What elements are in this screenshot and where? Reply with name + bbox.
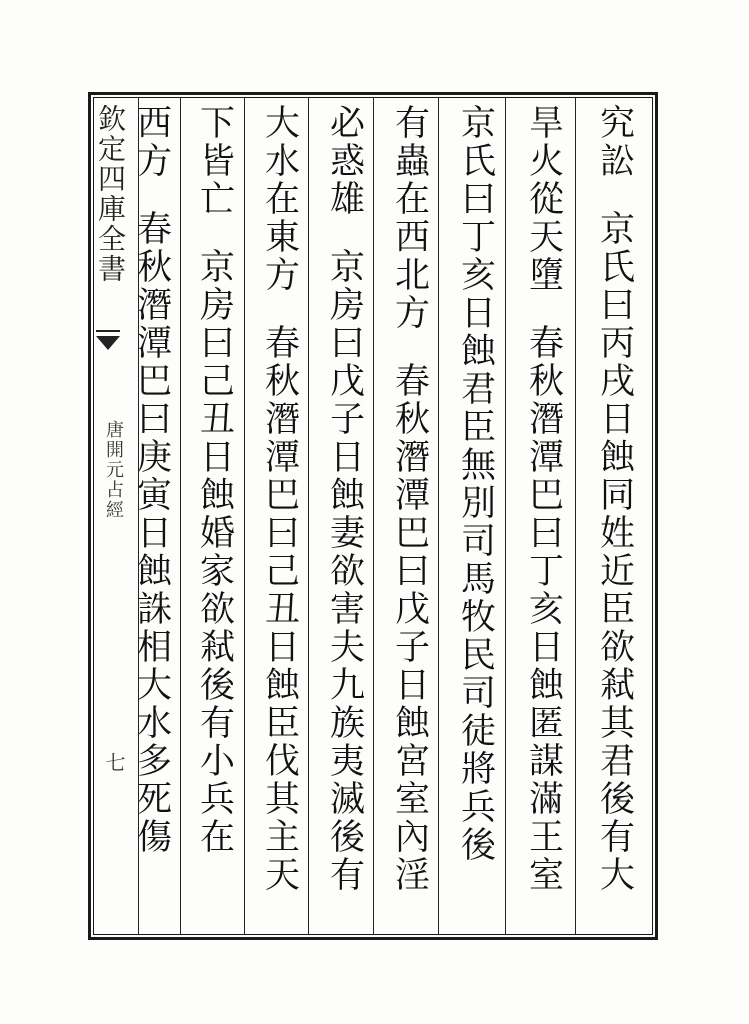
column-divider	[308, 97, 309, 935]
column-divider	[373, 97, 374, 935]
column-text: 京房曰己丑日蝕婚家欲弒後有小兵在	[194, 248, 235, 856]
fishtail-ornament	[96, 330, 120, 362]
column-text: 春秋潛潭巴曰戊子日蝕宮室內淫	[389, 362, 430, 894]
book-header: 欽定四庫全書	[94, 104, 127, 284]
column-text: 旱火從天墮	[523, 104, 564, 294]
column-text: 必惑雄	[324, 104, 365, 218]
text-column-1	[585, 104, 643, 924]
column-text: 春秋潛潭巴曰己丑日蝕臣伐其主天	[259, 324, 300, 894]
page-number: 七	[102, 752, 126, 772]
column-text: 春秋潛潭巴曰丁亥日蝕匿謀滿王室	[523, 324, 564, 894]
text-column-7	[185, 104, 243, 924]
column-divider	[505, 97, 506, 935]
text-column-4	[380, 104, 438, 924]
column-text: 京房曰戊子日蝕妻欲害夫九族夷滅後有	[324, 248, 365, 894]
column-text: 有蟲在西北方	[389, 104, 430, 332]
column-text: 大水在東方	[259, 104, 300, 294]
column-divider	[244, 97, 245, 935]
column-text: 下皆亡	[194, 104, 235, 218]
text-column-5	[315, 104, 373, 924]
column-text: 京氏曰丁亥日蝕君臣無別司馬牧民司徒將兵後	[455, 104, 496, 864]
book-title: 唐開元占經	[103, 420, 124, 520]
column-divider	[438, 97, 439, 935]
column-text: 西方	[131, 104, 172, 180]
text-column-8	[122, 104, 180, 924]
column-text: 春秋潛潭巴曰庚寅日蝕誅相大水多死傷	[131, 210, 172, 856]
column-divider	[180, 97, 181, 935]
column-text: 京氏曰丙戌日蝕同姓近臣欲弒其君後有大	[594, 210, 635, 894]
column-divider	[575, 97, 576, 935]
column-text: 究訟	[594, 104, 635, 180]
text-column-6	[250, 104, 308, 924]
text-column-2	[514, 104, 572, 924]
text-column-3	[446, 104, 504, 924]
